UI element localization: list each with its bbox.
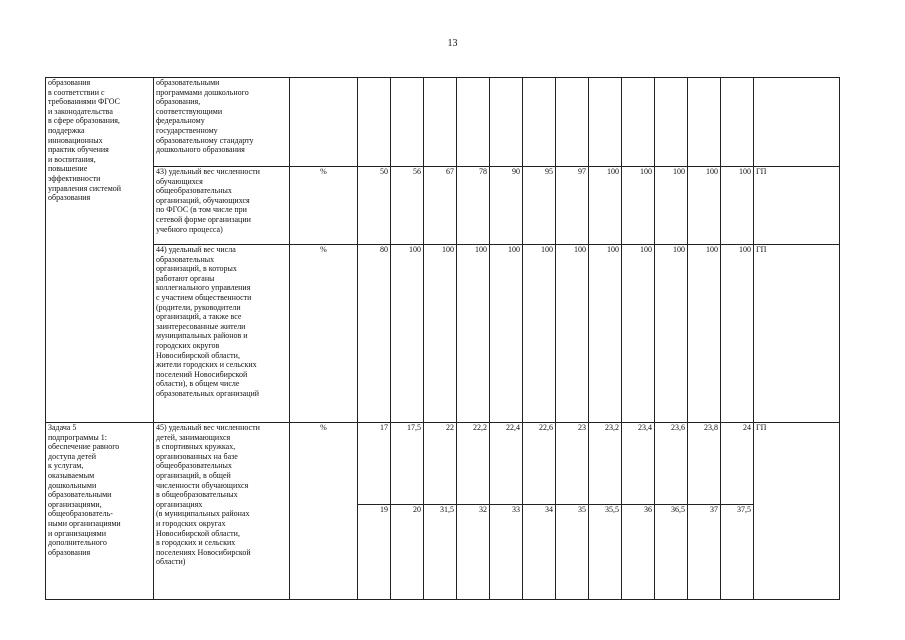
value-cell: 100 (457, 245, 490, 423)
value-cell: 67 (424, 167, 457, 245)
page-number: 13 (447, 38, 458, 49)
unit-cell: % (290, 245, 358, 423)
value-cell: 17 (358, 423, 391, 505)
indicator-cell: 44) удельный вес числа образовательных организаций, в которых работают органы коллегиального управления с участием общественности (родители, руководители организаций, а также все заинтересованные жители муниципальных районов и городских округов Новосибирской области, жители городских и сельских поселений Новосибирской области), в общем числе образовательных организаций (154, 245, 290, 423)
value-cell (523, 78, 556, 167)
value-cell: 100 (622, 245, 655, 423)
source-cell: ГП (754, 167, 840, 245)
value-cell: 100 (721, 167, 754, 245)
value-cell (688, 78, 721, 167)
value-cell: 100 (391, 245, 424, 423)
value-cell: 35,5 (589, 505, 622, 600)
value-cell: 97 (556, 167, 589, 245)
value-cell: 35 (556, 505, 589, 600)
source-cell: ГП (754, 245, 840, 423)
value-cell: 100 (523, 245, 556, 423)
value-cell: 23,4 (622, 423, 655, 505)
value-cell: 100 (490, 245, 523, 423)
unit-cell (290, 78, 358, 167)
value-cell: 37 (688, 505, 721, 600)
value-cell: 20 (391, 505, 424, 600)
value-cell (358, 78, 391, 167)
value-cell: 24 (721, 423, 754, 505)
task-cell: Задача 5 подпрограммы 1: обеспечение равного доступа детей к услугам, оказываемым дошкольными образовательными организациями, общеобразователь- ными организациями и организациями дополнительного образования (46, 423, 154, 600)
value-cell (589, 78, 622, 167)
value-cell: 100 (688, 245, 721, 423)
value-cell (424, 78, 457, 167)
value-cell: 78 (457, 167, 490, 245)
value-cell: 95 (523, 167, 556, 245)
indicator-cell: 45) удельный вес численности детей, занимающихся в спортивных кружках, организованных на базе общеобразовательных организаций, в общей численности обучающихся в общеобразовательных организациях (в муниципальных районах и городских округах Новосибирской области, в городских и сельских поселениях Новосибирской области) (154, 423, 290, 600)
unit-cell: % (290, 423, 358, 600)
value-cell: 36,5 (655, 505, 688, 600)
value-cell: 31,5 (424, 505, 457, 600)
value-cell: 22,4 (490, 423, 523, 505)
value-cell: 23,6 (655, 423, 688, 505)
value-cell (622, 78, 655, 167)
value-cell: 100 (688, 167, 721, 245)
value-cell: 56 (391, 167, 424, 245)
value-cell: 23,2 (589, 423, 622, 505)
value-cell: 80 (358, 245, 391, 423)
value-cell: 37,5 (721, 505, 754, 600)
value-cell: 19 (358, 505, 391, 600)
value-cell: 100 (589, 245, 622, 423)
value-cell: 90 (490, 167, 523, 245)
table-row (46, 423, 840, 505)
source-cell (754, 78, 840, 167)
unit-cell: % (290, 167, 358, 245)
value-cell: 50 (358, 167, 391, 245)
value-cell: 100 (721, 245, 754, 423)
value-cell: 36 (622, 505, 655, 600)
value-cell: 22,2 (457, 423, 490, 505)
value-cell (490, 78, 523, 167)
value-cell: 17,5 (391, 423, 424, 505)
table-row (46, 78, 840, 167)
value-cell: 32 (457, 505, 490, 600)
value-cell: 22 (424, 423, 457, 505)
value-cell: 23,8 (688, 423, 721, 505)
source-cell: ГП (754, 423, 840, 600)
indicator-cell: 43) удельный вес численности обучающихся общеобразовательных организаций, обучающихся по ФГОС (в том числе при сетевой форме организации учебного процесса) (154, 167, 290, 245)
table-row (46, 245, 840, 423)
value-cell: 100 (556, 245, 589, 423)
table-row (46, 167, 840, 245)
value-cell (556, 78, 589, 167)
value-cell (721, 78, 754, 167)
value-cell: 100 (424, 245, 457, 423)
value-cell (457, 78, 490, 167)
value-cell: 22,6 (523, 423, 556, 505)
value-cell: 34 (523, 505, 556, 600)
indicators-table (45, 77, 840, 600)
goal-cell: образования в соответствии с требованиями ФГОС и законодательства в сфере образования, поддержка инновационных практик обучения и воспитания, повышение эффективности управления системой образования (46, 78, 154, 423)
value-cell: 100 (655, 245, 688, 423)
value-cell: 100 (622, 167, 655, 245)
value-cell: 100 (589, 167, 622, 245)
value-cell (391, 78, 424, 167)
value-cell: 100 (655, 167, 688, 245)
value-cell: 23 (556, 423, 589, 505)
indicator-cell: образовательными программами дошкольного образования, соответствующими федеральному государственному образовательному стандарту дошкольного образования (154, 78, 290, 167)
value-cell (655, 78, 688, 167)
value-cell: 33 (490, 505, 523, 600)
